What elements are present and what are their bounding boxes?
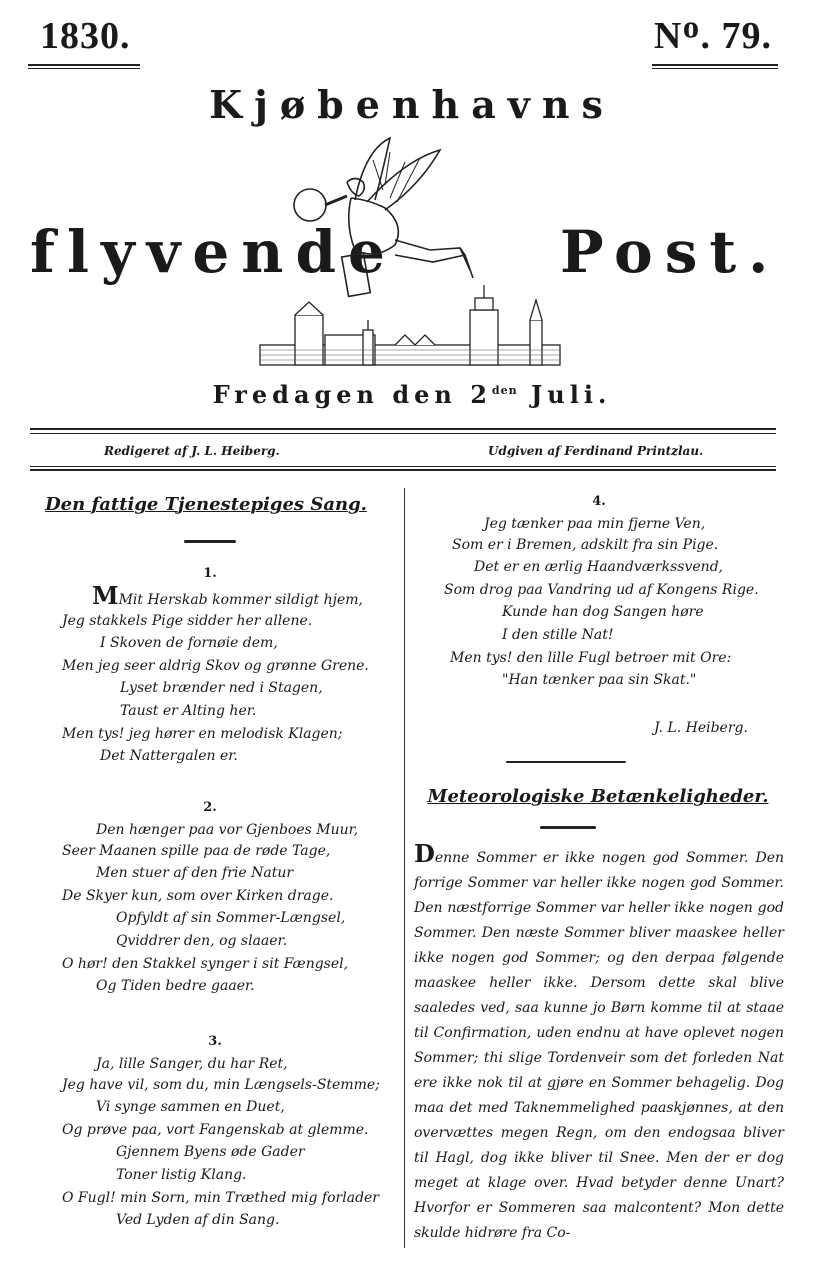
stanza-line: Taust er Alting her. bbox=[120, 702, 257, 719]
stanza-line: Men stuer af den frie Natur bbox=[96, 865, 294, 882]
stanza-line: Som er i Bremen, adskilt fra sin Pige. bbox=[452, 536, 719, 553]
poem-signature: J. L. Heiberg. bbox=[654, 720, 748, 736]
article-text: enne Sommer er ikke nogen god Sommer. Den forrige Sommer var heller ikke nogen god Sommer. Den næstforrige Sommer var heller ikke nogen god Sommer. Den næste Sommer bliver maaskee heller ikke nogen god Sommer; og den derpaa følgende maaskee heller ikke. Dersom dette skal blive saaledes ved, saa kunne jo Børn komme til at staae til Confirmation, uden endnu at have oplevet nogen Sommer; thi slige Tordenveir som det forleden Nat ere ikke nok til at gjøre en Sommer behagelig. Dog maa det med Taknemmelighed paaskjønnes, at den overvættes megen Regn, om den endogsaa bliver til Hagl, dog ikke bliver til Snee. Men der er dog meget at klage over. Hvad betyder denne Unart? Hvorfor er Sommeren saa malcontent? Mon dette skulde hidrøre fra Co- bbox=[414, 850, 784, 1241]
stanza-line: Det Nattergalen er. bbox=[100, 748, 238, 765]
stanza-number: 4. bbox=[592, 494, 606, 509]
article-title-ornament bbox=[540, 826, 596, 829]
stanza-dropcap: M bbox=[92, 581, 119, 610]
stanza-line: Ja, lille Sanger, du har Ret, bbox=[96, 1056, 288, 1072]
stanza-number: 1. bbox=[203, 566, 217, 581]
stanza-line: Men tys! jeg hører en melodisk Klagen; bbox=[62, 725, 343, 742]
date-prefix: Fredagen den 2 bbox=[212, 380, 492, 409]
stanza-line: Og prøve paa, vort Fangenskab at glemme. bbox=[62, 1121, 369, 1138]
stanza-line: Toner listig Klang. bbox=[116, 1166, 247, 1183]
stanza-number: 3. bbox=[208, 1034, 222, 1049]
stanza-line: Og Tiden bedre gaaer. bbox=[96, 978, 255, 995]
stanza-line: Vi synge sammen en Duet, bbox=[96, 1099, 285, 1116]
stanza-line: Jeg tænker paa min fjerne Ven, bbox=[484, 516, 706, 532]
stanza-4 bbox=[414, 494, 784, 690]
stanza-line: Opfyldt af sin Sommer-Længsel, bbox=[116, 910, 346, 927]
stanza-line: Seer Maanen spille paa de røde Tage, bbox=[62, 842, 331, 859]
stanza-line: Jeg have vil, som du, min Længsels-Stemme; bbox=[62, 1076, 380, 1093]
publisher-credit: Udgiven af Ferdinand Printzlau. bbox=[488, 444, 704, 458]
stanza-line: Ved Lyden af din Sang. bbox=[116, 1212, 280, 1229]
dateline bbox=[0, 380, 824, 409]
editor-credit: Redigeret af J. L. Heiberg. bbox=[104, 444, 280, 458]
stanza-line: Det er en ærlig Haandværkssvend, bbox=[474, 559, 724, 576]
header-rule-upper bbox=[30, 428, 776, 434]
issue-year: 1830. bbox=[40, 15, 131, 57]
header-rule-lower bbox=[30, 466, 776, 471]
top-rule-right bbox=[652, 64, 778, 69]
flying-messenger-vignette bbox=[255, 130, 565, 370]
stanza-2 bbox=[40, 800, 380, 996]
masthead-title-line1: Kjøbenhavns bbox=[209, 82, 615, 127]
stanza-line: Jeg stakkels Pige sidder her allene. bbox=[62, 612, 313, 629]
issue-number: Nᴼ. 79. bbox=[653, 15, 772, 57]
stanza-line: O Fugl! min Sorn, min Træthed mig forlader bbox=[62, 1189, 380, 1206]
stanza-number: 2. bbox=[203, 800, 217, 815]
stanza-line: Kunde han dog Sangen høre bbox=[502, 604, 704, 621]
stanza-line: "Han tænker paa sin Skat." bbox=[502, 672, 697, 689]
stanza-3 bbox=[40, 1034, 390, 1230]
poem-title: Den fattige Tjenestepiges Sang. bbox=[45, 494, 367, 515]
article-title: Meteorologiske Betænkeligheder. bbox=[427, 786, 769, 807]
date-suffix: Juli. bbox=[530, 380, 612, 409]
article-body bbox=[414, 839, 784, 1246]
stanza-line: Den hænger paa vor Gjenboes Muur, bbox=[96, 822, 359, 838]
stanza-line: MMit Herskab kommer sildigt hjem, bbox=[92, 581, 363, 610]
masthead-title-left: flyvende bbox=[30, 218, 397, 286]
stanza-line: Lyset brænder ned i Stagen, bbox=[120, 680, 323, 697]
masthead-title-right: Post. bbox=[560, 218, 781, 286]
stanza-line: Som drog paa Vandring ud af Kongens Rige. bbox=[444, 581, 759, 598]
top-rule-left bbox=[28, 64, 140, 69]
stanza-line: Gjennem Byens øde Gader bbox=[116, 1144, 305, 1161]
stanza-line: De Skyer kun, som over Kirken drage. bbox=[62, 887, 334, 904]
stanza-line: Men jeg seer aldrig Skov og grønne Grene. bbox=[62, 657, 369, 674]
stanza-line: I Skoven de fornøie dem, bbox=[100, 635, 278, 652]
stanza-line: Qviddrer den, og slaaer. bbox=[116, 932, 288, 949]
date-superscript: den bbox=[491, 384, 518, 397]
stanza-1 bbox=[40, 566, 380, 766]
stanza-line: O hør! den Stakkel synger i sit Fængsel, bbox=[62, 955, 349, 972]
stanza-line: Men tys! den lille Fugl betroer mit Ore: bbox=[450, 649, 732, 666]
section-divider-ornament bbox=[506, 761, 626, 763]
stanza-line: I den stille Nat! bbox=[502, 626, 614, 643]
poem-title-ornament bbox=[184, 540, 236, 543]
article-dropcap: D bbox=[414, 839, 435, 868]
